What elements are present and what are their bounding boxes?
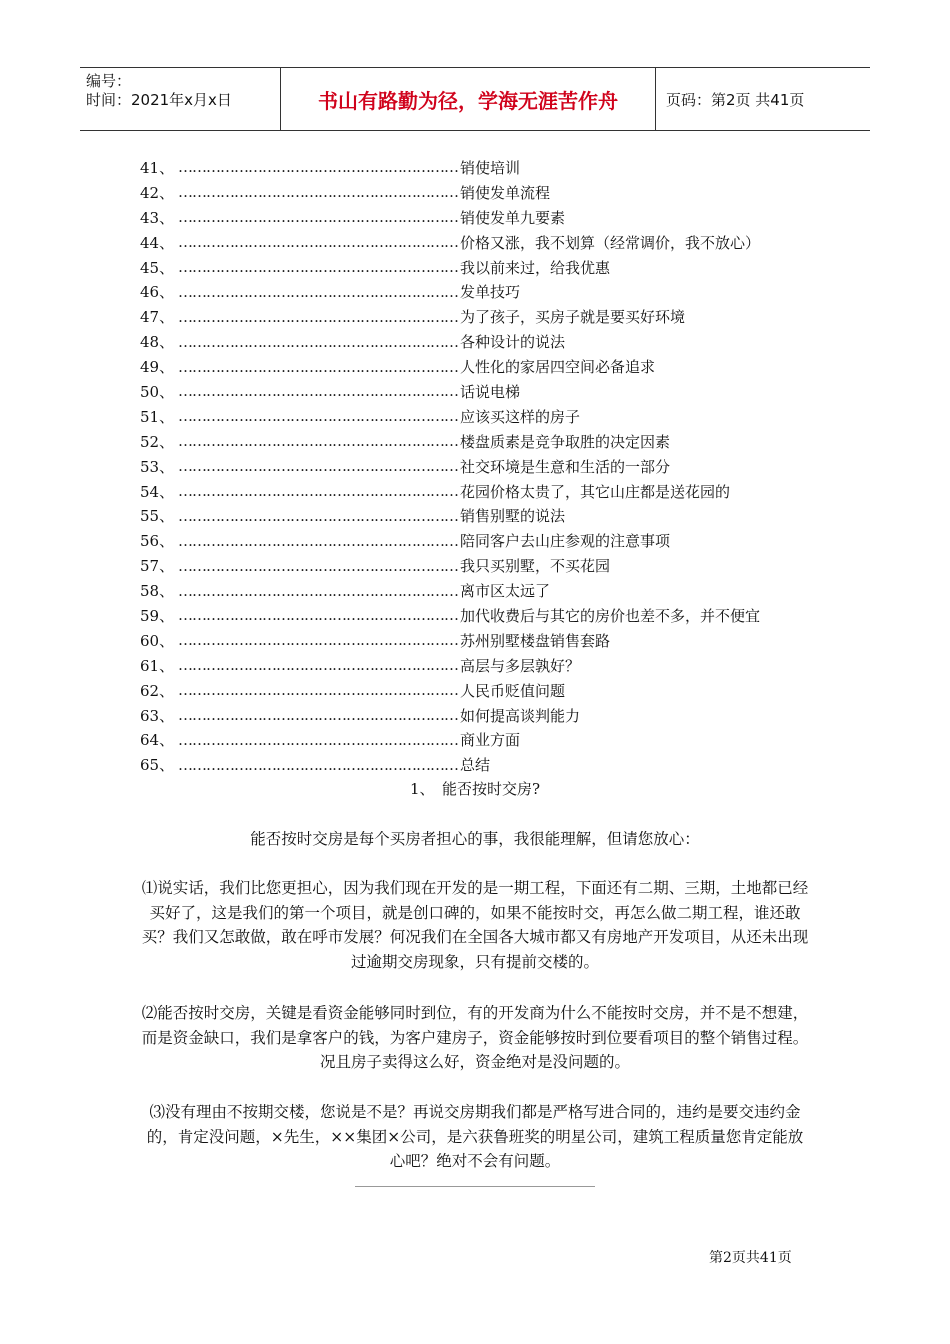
toc-number: 56、 [140, 532, 175, 551]
toc-leader-dots: …………………………………………………… [178, 457, 458, 476]
toc-number: 43、 [140, 208, 175, 227]
section-title: 1、 能否按时交房? [409, 780, 541, 798]
toc-row [140, 703, 840, 728]
toc-row [140, 255, 840, 280]
toc-title: 苏州别墅楼盘销售套路 [460, 631, 611, 650]
toc-row [140, 279, 840, 304]
header-meta [80, 68, 280, 130]
toc-leader-dots: …………………………………………………… [178, 382, 458, 401]
toc-row [140, 230, 840, 255]
toc-number: 48、 [140, 333, 175, 352]
toc-title: 我只买别墅，不买花园 [460, 557, 611, 576]
toc-number: 65、 [140, 756, 175, 775]
toc-leader-dots: …………………………………………………… [178, 531, 458, 550]
toc-row [140, 727, 840, 752]
toc-title: 楼盘质素是竞争取胜的决定因素 [460, 432, 671, 451]
toc-row [140, 578, 840, 603]
toc-leader-dots: …………………………………………………… [178, 730, 458, 749]
toc-leader-dots: …………………………………………………… [178, 158, 458, 177]
toc-number: 53、 [140, 457, 175, 476]
toc-leader-dots: …………………………………………………… [178, 407, 458, 426]
toc-number: 52、 [140, 432, 175, 451]
toc-row [140, 653, 840, 678]
divider-line [355, 1186, 595, 1187]
toc-leader-dots: …………………………………………………… [178, 706, 458, 725]
toc-leader-dots: …………………………………………………… [178, 581, 458, 600]
toc-title: 销使培训 [460, 158, 521, 177]
toc-number: 41、 [140, 158, 175, 177]
toc-number: 51、 [140, 407, 175, 426]
time-label: 时间：2021年x月x日 [86, 91, 232, 109]
toc-row [140, 628, 840, 653]
toc-title: 发单技巧 [460, 283, 521, 302]
toc-leader-dots: …………………………………………………… [178, 233, 458, 252]
toc-number: 58、 [140, 582, 175, 601]
toc-number: 55、 [140, 507, 175, 526]
toc-title: 花园价格太贵了，其它山庄都是送花园的 [460, 482, 731, 501]
toc-leader-dots: …………………………………………………… [178, 656, 458, 675]
toc-leader-dots: …………………………………………………… [178, 556, 458, 575]
paragraph-3: ⑶没有理由不按期交楼，您说是不是？再说交房期我们都是严格写进合同的，违约是要交违约金的，肯定没问题，×先生，××集团×公司，是六获鲁班奖的明星公司，建筑工程质量您肯定能放心吧？绝对不会有问题。 [146, 1103, 804, 1170]
toc-row [140, 404, 840, 429]
toc-title: 销使发单九要素 [460, 208, 566, 227]
toc-leader-dots: …………………………………………………… [178, 506, 458, 525]
toc-row [140, 429, 840, 454]
toc-title: 离市区太远了 [460, 582, 551, 601]
table-of-contents [140, 155, 840, 777]
toc-leader-dots: …………………………………………………… [178, 606, 458, 625]
toc-title: 人性化的家居四空间必备追求 [460, 358, 656, 377]
toc-number: 64、 [140, 731, 175, 750]
toc-leader-dots: …………………………………………………… [178, 307, 458, 326]
toc-title: 总结 [460, 756, 491, 775]
toc-leader-dots: …………………………………………………… [178, 183, 458, 202]
toc-number: 63、 [140, 706, 175, 725]
toc-row [140, 304, 840, 329]
toc-title: 加代收费后与其它的房价也差不多，并不便宜 [460, 606, 761, 625]
toc-number: 47、 [140, 308, 175, 327]
toc-row [140, 454, 840, 479]
toc-title: 人民币贬值问题 [460, 681, 566, 700]
toc-leader-dots: …………………………………………………… [178, 432, 458, 451]
toc-row [140, 155, 840, 180]
toc-title: 社交环境是生意和生活的一部分 [460, 457, 671, 476]
toc-title: 陪同客户去山庄参观的注意事项 [460, 532, 671, 551]
toc-number: 50、 [140, 382, 175, 401]
header-motto: 书山有路勤为径，学海无涯苦作舟 [280, 68, 656, 130]
toc-row [140, 553, 840, 578]
toc-number: 44、 [140, 233, 175, 252]
toc-row [140, 752, 840, 777]
toc-row [140, 354, 840, 379]
toc-row [140, 180, 840, 205]
toc-leader-dots: …………………………………………………… [178, 755, 458, 774]
toc-title: 为了孩子，买房子就是要买好环境 [460, 308, 686, 327]
paragraph-1: ⑴说实话，我们比您更担心，因为我们现在开发的是一期工程，下面还有二期、三期，土地都已经买好了，这是我们的第一个项目，就是创口碑的，如果不能按时交，再怎么做二期工程，谁还敢买？我们又怎敢做，敢在呼市发展？何况我们在全国各大城市都又有房地产开发项目，从还未出现过逾期交房现象，只有提前交楼的。 [141, 879, 809, 971]
toc-number: 57、 [140, 557, 175, 576]
toc-title: 高层与多层孰好？ [460, 656, 581, 675]
toc-number: 61、 [140, 656, 175, 675]
toc-number: 54、 [140, 482, 175, 501]
toc-row [140, 329, 840, 354]
toc-leader-dots: …………………………………………………… [178, 258, 458, 276]
toc-row [140, 379, 840, 404]
toc-number: 59、 [140, 606, 175, 625]
toc-title: 话说电梯 [460, 382, 521, 401]
section-intro: 能否按时交房是每个买房者担心的事，我很能理解，但请您放心： [250, 830, 700, 848]
footer-page-number: 第2页共41页 [709, 1250, 792, 1266]
toc-number: 60、 [140, 631, 175, 650]
toc-number: 49、 [140, 358, 175, 377]
doc-number-label: 编号： [86, 72, 132, 90]
toc-leader-dots: …………………………………………………… [178, 282, 458, 301]
toc-leader-dots: …………………………………………………… [178, 631, 458, 650]
toc-row [140, 205, 840, 230]
header-page-info: 页码：第2页 共41页 [666, 90, 805, 109]
toc-title: 价格又涨，我不划算（经常调价，我不放心） [460, 233, 761, 252]
toc-number: 42、 [140, 183, 175, 202]
toc-title: 销售别墅的说法 [460, 507, 566, 526]
toc-row [140, 678, 840, 703]
toc-leader-dots: …………………………………………………… [178, 208, 458, 227]
toc-row [140, 479, 840, 504]
paragraph-2: ⑵能否按时交房，关键是看资金能够同时到位，有的开发商为什么不能按时交房，并不是不想建，而是资金缺口，我们是拿客户的钱，为客户建房子，资金能够按时到位要看项目的整个销售过程。况且房子卖得这么好，资金绝对是没问题的。 [141, 1004, 809, 1071]
toc-leader-dots: …………………………………………………… [178, 681, 458, 700]
toc-number: 46、 [140, 283, 175, 302]
toc-number: 45、 [140, 258, 175, 277]
toc-title: 我以前来过，给我优惠 [460, 258, 611, 277]
toc-row [140, 503, 840, 528]
toc-leader-dots: …………………………………………………… [178, 357, 458, 376]
toc-leader-dots: …………………………………………………… [178, 482, 458, 501]
toc-number: 62、 [140, 681, 175, 700]
toc-title: 商业方面 [460, 731, 521, 750]
toc-row [140, 603, 840, 628]
toc-title: 如何提高谈判能力 [460, 706, 581, 725]
toc-row [140, 528, 840, 553]
toc-title: 各种设计的说法 [460, 333, 566, 352]
toc-title: 销使发单流程 [460, 183, 551, 202]
toc-leader-dots: …………………………………………………… [178, 332, 458, 351]
toc-title: 应该买这样的房子 [460, 407, 581, 426]
page-header [80, 67, 870, 131]
